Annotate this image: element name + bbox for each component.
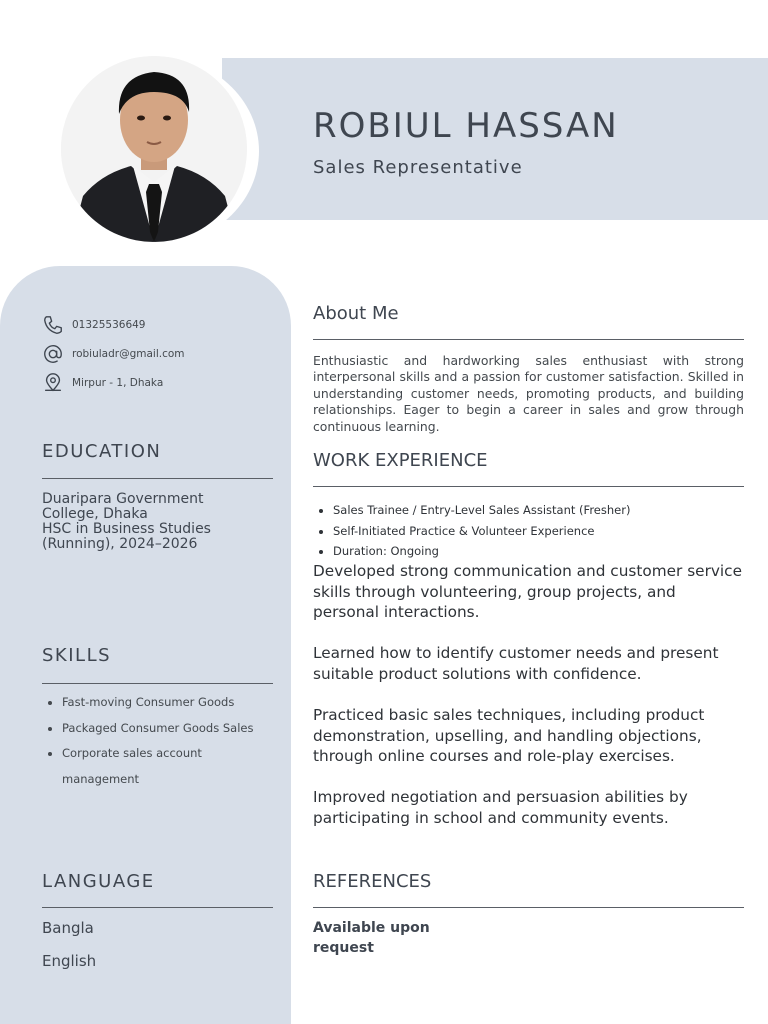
education-divider (42, 478, 273, 479)
experience-paragraph: Improved negotiation and persuasion abilities by participating in school and community events. (313, 788, 688, 827)
candidate-role: Sales Representative (313, 157, 523, 178)
education-heading: EDUCATION (42, 441, 162, 462)
skill-item: Packaged Consumer Goods Sales (42, 716, 272, 742)
profile-photo (61, 56, 247, 242)
person-portrait-icon (61, 56, 247, 242)
experience-bullets (313, 500, 744, 562)
language-item: English (42, 952, 97, 970)
about-divider (313, 339, 744, 340)
experience-bullet: Duration: Ongoing (313, 541, 744, 562)
contact-phone (42, 314, 146, 336)
phone-icon (42, 314, 64, 336)
phone-number: 01325536649 (72, 319, 146, 331)
references-divider (313, 907, 744, 908)
education-details (42, 492, 272, 552)
about-text: Enthusiastic and hardworking sales enthusiast with strong interpersonal skills and a passion for customer satisfaction. Skilled in understanding customer needs, promoting products, and building relationships. Eager to begin a career in sales and grow through continuous learning. (313, 353, 744, 434)
contact-email (42, 343, 185, 365)
contact-address (42, 372, 163, 394)
candidate-name: ROBIUL HASSAN (313, 106, 619, 146)
language-heading: LANGUAGE (42, 871, 155, 892)
skills-list (42, 690, 272, 792)
experience-heading: WORK EXPERIENCE (313, 450, 488, 471)
experience-paragraph: Developed strong communication and customer service skills through volunteering, group projects, and personal interactions. (313, 562, 742, 621)
experience-divider (313, 486, 744, 487)
skills-heading: SKILLS (42, 645, 112, 666)
experience-paragraph: Learned how to identify customer needs and present suitable product solutions with confidence. (313, 644, 719, 683)
profile-photo-frame (49, 56, 259, 246)
education-line: Duaripara Government (42, 491, 204, 507)
email-address: robiuladr@gmail.com (72, 348, 185, 360)
experience-paragraph: Practiced basic sales techniques, including product demonstration, upselling, and handling objections, through online courses and role-play exercises. (313, 706, 705, 765)
education-line: (Running), 2024–2026 (42, 536, 198, 552)
references-heading: REFERENCES (313, 871, 432, 892)
address-text: Mirpur - 1, Dhaka (72, 377, 164, 389)
at-icon (42, 343, 64, 365)
skills-divider (42, 683, 273, 684)
references-text: Available upon request (313, 920, 430, 956)
language-item: Bangla (42, 919, 94, 937)
language-divider (42, 907, 273, 908)
skill-item: Fast-moving Consumer Goods (42, 690, 272, 716)
experience-bullet: Self-Initiated Practice & Volunteer Experience (313, 521, 744, 542)
education-line: College, Dhaka (42, 506, 148, 522)
education-line: HSC in Business Studies (42, 521, 211, 537)
location-pin-icon (42, 372, 64, 394)
about-heading: About Me (313, 303, 399, 324)
experience-bullet: Sales Trainee / Entry-Level Sales Assistant (Fresher) (313, 500, 744, 521)
skill-item: Corporate sales account management (42, 741, 272, 792)
